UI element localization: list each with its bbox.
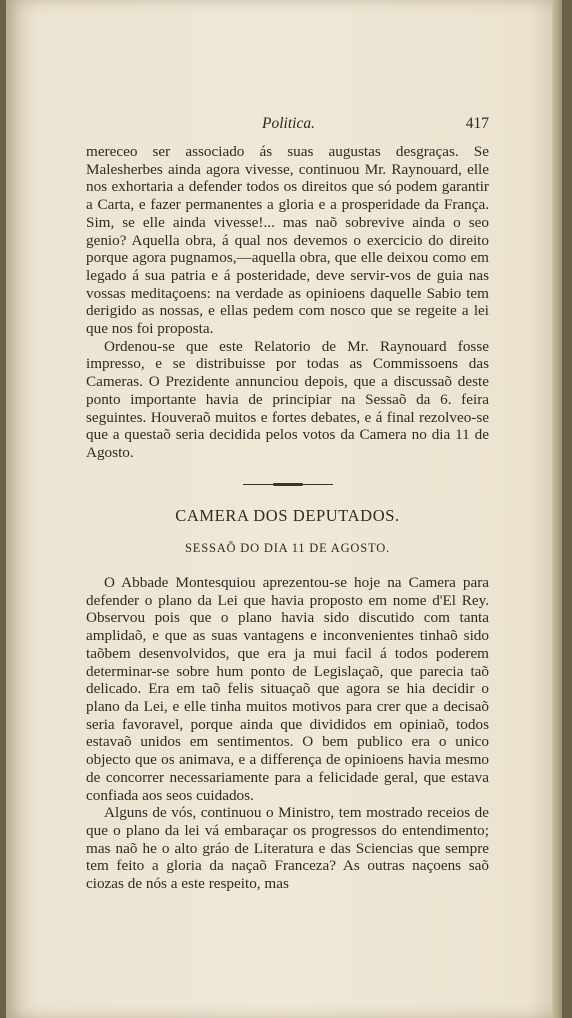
running-title: Politica. (262, 115, 315, 132)
paragraph: O Abbade Montesquiou aprezentou-se hoje na Camera para defender o plano da Lei que havia proposto em nome d'El Rey. Observou pois que o plano havia sido discutido com tanta amplidaõ, e que as suas vantagens e inconvenientes tinhaõ sido taõbem desenvolvidos, que era ja mui facil á todos poderem determinar-se sobre hum ponto de Legislaçaõ, que parecia taõ delicado. Era em taõ felis situaçaõ que agora se hia decidir o plano da Lei, e elle tinha muitos motivos para crer que a decisaõ seria favoravel, porque ainda que divididos em opiniaõ, todos estavaõ unidos em sentimentos. O bem publico era o unico objecto que os animava, e a differença de opinioens havia mesmo de concorrer necessariamente para a felicidade geral, que estava confiada aos seos cuidados. (86, 574, 489, 804)
paragraph: Ordenou-se que este Relatorio de Mr. Raynouard fosse impresso, e se distribuisse por todas as Commissoens das Cameras. O Prezidente annunciou depois, que a discussaõ deste ponto importante havia de principiar na Sessaõ da 6. feira seguintes. Houveraõ muitos e fortes debates, e á final rezolveo-se que a questaõ seria decidida pelos votos da Camera no dia 11 de Agosto. (86, 337, 489, 461)
page-edge (552, 0, 562, 1018)
page-header (86, 115, 489, 137)
book-page (6, 0, 562, 1018)
page-text (86, 115, 489, 893)
section-divider (243, 482, 333, 487)
paragraph: Alguns de vós, continuou o Ministro, tem mostrado receios de que o plano da lei vá embaraçar os progressos do entendimento; mas naõ he o alto gráo de Literatura e das Sciencias que sempre tem feito a gloria da naçaõ Franceza? As outras naçoens saõ ciozas de nós a este respeito, mas (86, 804, 489, 893)
paragraph: mereceo ser associado ás suas augustas desgraças. Se Malesherbes ainda agora vivesse, continuou Mr. Raynouard, elle nos exhortaria a defender todos os direitos que só podem garantir a Carta, e fazer permanentes a gloria e a prosperidade da França. Sim, se elle ainda vivesse!... mas naõ sobrevive ainda o seo genio? Aquella obra, á qual nos devemos o exercicio do direito porque agora pugnamos,—aquella obra, que elle deixou como em legado á sua patria e á posteridade, deve servir-vos de guia nas vossas meditaçoens: na verdade as opinioens daquelle Sabio tem derigido as nossas, e ellas pedem com nosco que se regeite a lei que nos foi proposta. (86, 143, 489, 338)
session-title: SESSAÕ DO DIA 11 DE AGOSTO. (185, 541, 390, 556)
section-title: CAMERA DOS DEPUTADOS. (175, 505, 400, 525)
page-number: 417 (465, 115, 489, 132)
